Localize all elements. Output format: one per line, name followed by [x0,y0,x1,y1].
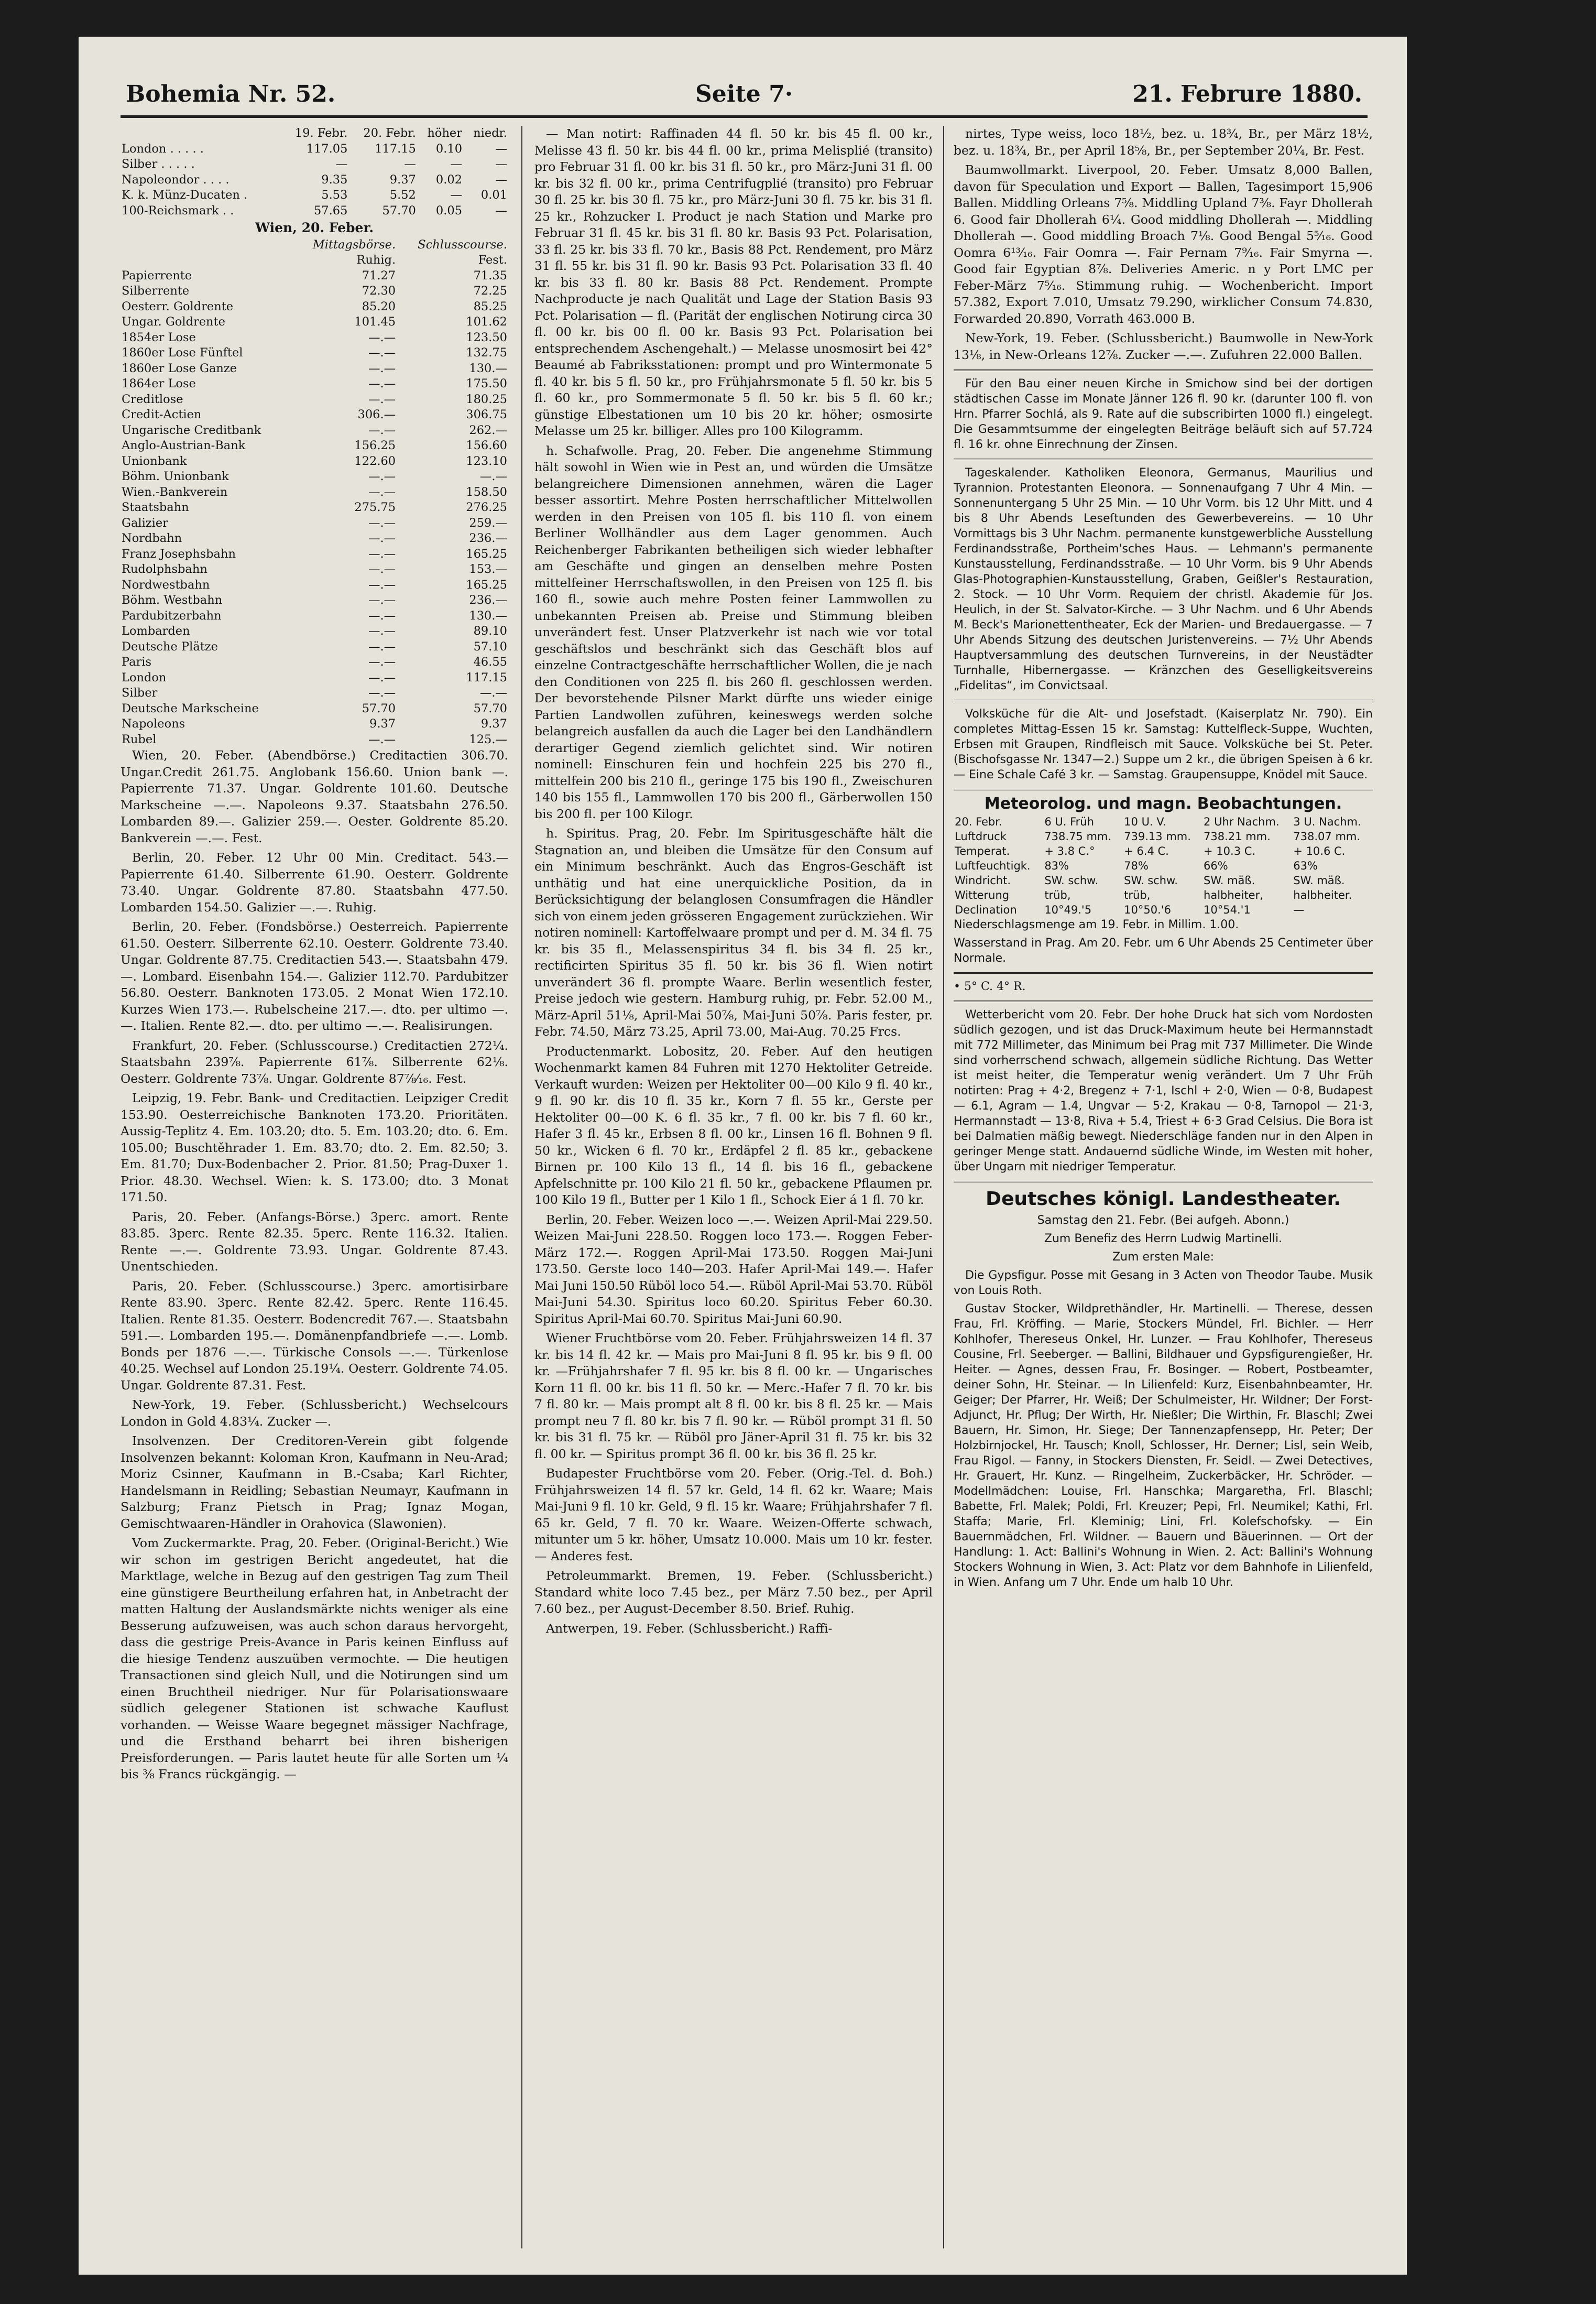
table-cell: — [450,188,463,202]
table-cell: —.— [479,470,507,483]
paragraph: New-York, 19. Feber. (Schlussbericht.) Baumwolle in New-York 13⅛, in New-Orleans 12⅞. Zucker —.—. Zufuhren 22.000 Ballen. [954,331,1373,362]
table-cell: —.— [368,670,396,684]
table-row [121,500,508,516]
table-cell: 57.10 [473,639,507,654]
table-row [121,701,508,717]
paragraph: Paris, 20. Feber. (Anfangs-Börse.) 3perc. amort. Rente 83.85. 3perc. Rente 82.35. 5perc. Rente 116.32. Italien. Rente —.—. Goldrente 73.93. Ungar. Goldrente 87.43. Unentschieden. [121,1209,508,1274]
paragraph: h. Schafwolle. Prag, 20. Feber. Die angenehme Stimmung hält sowohl in Wien wie in Pest an, und würden die Umsätze belangreichere Dimensionen annehmen, wären die Lager besser assortirt. Mehre Posten herrschaftlicher Mittelwollen werden in den Preisen von 105 fl. bis 110 fl. von einem Berliner Wollhändler aus dem Lager genommen. Auch Reichenberger Fabrikanten betheiligen sich wieder lebhafter am Geschäfte und gingen an denselben mehre Posten mittelfeiner Herrschaftswollen, in den Preisen von 125 fl. bis 160 fl., sowie auch mehre Posten feiner Lammwollen zu unbekannten Preisen ab. Preise und Stimmung bleiben unverändert fest. Unser Platzverkehr ist nach wie vor total geschäftslos und beschränkt sich das Geschäft blos auf einzelne Contractgeschäfte herrschaftlicher Wollen, die je nach den Conditionen von 225 fl. bis 260 fl. geschlossen werden. Der bevorstehende Pilsner Markt dürfte uns wieder einige Partien Landwollen zuführen, keineswegs werden solche belangreich ausfallen da auch die Lager bei den Landhändlern derartiger Gegend ziemlich gelichtet sind. Wir notiren nominell: Einschuren fein und hochfein 225 bis 270 fl., mittelfein 200 bis 210 fl., geringe 175 bis 190 fl., Zweischuren 140 bis 155 fl., Lammwollen 170 bis 200 fl., Gärberwollen 150 bis 200 fl. per 100 Kilogr. [534,443,933,821]
calendar-notice: Tageskalender. Katholiken Eleonora, Germanus, Maurilius und Tyrannion. Protestanten Eleonora. — Sonnenaufgang 7 Uhr 4 Min. — Sonnenuntergang 5 Uhr 25 Min. — 10 Uhr Vorm. bis 12 Uhr Mitt. und 4 bis 8 Uhr Abends Leseſtunden des Gewerbevereins. — 10 Uhr Vormittags bis 3 Uhr Nachm. permanente kunstgewerbliche Ausstellung Ferdinandsstraße, Portheim'sches Haus. — Lehmann's permanente Kunstausstellung, Ferdinandsstraße. — 10 Uhr Vorm. bis 9 Uhr Abends Glas-Photographien-Kunstausstellung, Graben, Geißler's Restauration, 2. Stock. — 10 Uhr Vorm. Requiem der christl. Akademie für Jos. Heulich, in der St. Salvator-Kirche. — 3 Uhr Nachm. und 6 Uhr Abends M. Beck's Marionettentheater, Eck der Marien- und Bredauergasse. — 7 Uhr Abends Sitzung des deutschen Juristenvereins. — 7½ Uhr Abends Hauptversammlung des deutschen Turnvereins, in der Neustädter Turnhalle, Hibernergasse. — Kränzchen des Geselligkeitsvereins „Fidelitas“, im Convictsaal. [954,466,1373,692]
table-cell: SW. mäß. [1293,874,1345,887]
section-divider [954,1001,1373,1002]
table-row [954,873,1373,888]
table-cell: halbheiter, [1204,888,1263,901]
table-cell: trüb, [1044,888,1071,901]
table-cell: —.— [368,485,396,499]
paragraph: Productenmarkt. Lobositz, 20. Feber. Auf den heutigen Wochenmarkt kamen 84 Fuhren mit 1270 Hektoliter Getreide. Verkauft wurden: Weizen per Hektoliter 00—00 Kilo 9 fl. 40 kr., 9 fl. 90 kr. dis 10 fl. 35 kr., Korn 7 fl. 55 kr., Gerste per Hektoliter 00—00 K. 6 fl. 35 kr., 7 fl. 00 kr. bis 7 fl. 60 kr., Hafer 3 fl. 45 kr., Erbsen 8 fl. 00 kr., Linsen 16 fl. Bohnen 9 fl. 50 kr., Wicken 6 fl. 70 kr., Erdäpfel 2 fl. 85 kr., gebackene Birnen pr. 100 Kilo 13 fl., 14 fl. bis 16 fl., gebackene Apfelschnitte pr. 100 Kilo 21 fl. 50 kr., gebackene Pflaumen pr. 100 Kilo 19 fl., Butter per 1 Kilo 1 fl., Schock Eier á 1 fl. 70 kr. [534,1044,933,1207]
table-cell: 83% [1044,859,1069,872]
table-cell: 9.37 [389,172,416,187]
wien-exchange-table [121,237,508,748]
table-row [121,485,508,501]
table-cell: 236.— [469,593,507,607]
theatre-programme [954,1213,1373,1590]
paragraph: Leipzig, 19. Febr. Bank- und Creditactien. Leipziger Credit 153.90. Oesterreichische Banknoten 173.20. Prioritäten. Aussig-Teplitz 4. Em. 103.20; dto. 5. Em. 103.20; dto. 6. Em. 105.00; Buschtěhrader 1. Em. 83.70; dto. 2. Em. 82.50; 3. Em. 81.70; Dux-Bodenbacher 2. Prior. 81.50; Prag-Duxer 1. Prior. 48.30. Wechsel. Wien: k. S. 173.00; dto. 3 Monat 171.50. [121,1091,508,1204]
theatre-line: Zum Benefiz des Herrn Ludwig Martinelli. [1044,1232,1283,1245]
paragraph: Budapester Fruchtbörse vom 20. Feber. (Orig.-Tel. d. Boh.) Frühjahrsweizen 14 fl. 57 kr. Geld, 14 fl. 62 kr. Waare; Mais Mai-Juni 9 fl. 10 kr. Geld, 9 fl. 15 kr. Waare; Frühjahrshafer 7 fl. 65 kr. Geld, 7 fl. 70 kr. Waare. Weizen-Offerte schwach, mitunter um 5 kr. höher, Umsatz 10.000. Mais um 10 kr. fester. — Anderes fest. [534,1466,933,1563]
table-cell: 739.13 mm. [1124,830,1191,843]
table-row [121,188,508,203]
table-row [954,858,1373,873]
table-header: 3 U. Nachm. [1293,815,1361,828]
theatre-line: Gustav Stocker, Wildprethändler, Hr. Martinelli. — Therese, dessen Frau, Frl. Kröffing. — Marie, Stockers Mündel, Frl. Bichler. — Herr Kohlhofer, Thereseus Onkel, Hr. Lunzer. — Frau Kohlhofer, Thereseus Cousine, Frl. Seeberger. — Ballini, Bildhauer und Gypsfigurengießer, Hr. Heiter. — Agnes, dessen Frau, Fr. Bosinger. — Robert, Postbeamter, deiner Sohn, Hr. Steinar. — In Lilienfeld: Kurz, Eisenbahnbeamter, Hr. Geiger; Der Pfarrer, Hr. Weiß; Der Schulmeister, Hr. Wildner; Der Forst-Adjunct, Hr. Pflug; Der Wirth, Hr. Nießler; Die Wirthin, Fr. Blaschl; Zwei Bauern, Hr. Simon, Hr. Siege; Der Tannenzapfensepp, Hr. Peter; Der Holzbirnjockel, Hr. Tausch; Knoll, Schlosser, Hr. Derner; Lisl, sein Weib, Frau Rigol. — Fanny, in Stockers Diensten, Fr. Seidl. — Zwei Detectives, Hr. Grauert, Hr. Kunz. — Ringelheim, Zuckerbäcker, Hr. Schröder. — Modellmädchen: Louise, Frl. Hanschka; Margaretha, Frl. Blaschl; Babette, Frl. Malek; Poldi, Frl. Kreuzer; Pepi, Frl. Neumikel; Kathi, Frl. Staffa; Marie, Frl. Kleminig; Lini, Frl. Kolefschofsky. — Ein Bauernmädchen, Frl. Wildner. — Bauern und Bäuerinnen. — Ort der Handlung: 1. Act: Ballini's Wohnung in Wien. 2. Act: Ballini's Wohnung Stockers Wohnung in Wien, 3. Act: Platz vor dem Bahnhofe in Lilienfeld, in Wien. Anfang um 7 Uhr. Ende um halb 10 Uhr. [954,1302,1373,1589]
article-text [954,126,1373,363]
paragraph: Antwerpen, 19. Feber. (Schlussbericht.) Raffi- [546,1621,833,1636]
table-cell: 132.75 [466,346,507,360]
table-cell: 175.50 [466,377,507,390]
table-cell: 78% [1124,859,1149,872]
table-cell: —.— [368,686,396,700]
article-text [121,747,508,1783]
paragraph: Paris, 20. Feber. (Schlusscourse.) 3perc. amortisirbare Rente 83.90. 3perc. Rente 82.42. 5perc. Rente 116.45. Italien. Rente 81.35. Oesterr. Bodencredit 767.—. Staatsbahn 591.—. Lombarden 195.—. Domänenpfandbriefe —.—. Lomb. Bonds per 1876 —.—. Türkische Consols —.—. Türkenlose 40.25. Wechsel auf London 25.19¼. Oesterr. Goldrente 74.05. Ungar. Goldrente 87.31. Fest. [121,1278,508,1393]
table-cell: Luftdruck [955,830,1007,843]
table-row [121,284,508,299]
table-cell: Ungar. Goldrente [122,315,225,329]
table-cell: 57.70 [382,203,416,218]
table-cell: 262.— [469,423,507,437]
table-cell: 0.02 [435,172,463,187]
table-header: Mittagsbörse. [312,237,396,252]
table-cell: 1854er Lose [122,330,196,344]
table-cell: 123.50 [466,330,507,344]
table-cell: 165.25 [466,547,507,561]
table-cell: —.— [368,655,396,669]
table-row [121,454,508,470]
table-cell: 72.25 [473,284,507,298]
table-cell: Silberrente [122,284,190,298]
table-cell: 125.— [469,732,507,746]
table-header: 10 U. V. [1124,815,1166,828]
table-cell: Böhm. Unionbank [122,470,229,483]
table-row [121,547,508,562]
theatre-line: Samstag den 21. Febr. (Bei aufgeh. Abonn.) [1037,1213,1289,1227]
table-cell: 63% [1293,859,1318,872]
table-row [121,423,508,439]
table-cell: — [495,203,507,218]
table-row [121,330,508,346]
table-cell: 10°49.'5 [1044,903,1092,916]
table-cell: 57.65 [313,203,348,218]
table-row [121,268,508,284]
section-divider [954,1181,1373,1182]
paragraph: h. Spiritus. Prag, 20. Febr. Im Spiritusgeschäfte hält die Stagnation an, und bleiben die Umsätze für den Consum auf ein Minimum beschränkt. Auch das Engros-Geschäft ist unthätig und hat eine unerquickliche Position, da in Berücksichtigung der belanglosen Consumfragen die Händler sich von einem jeden grösseren Engagement zurückziehen. Wir notiren nominell: Kartoffelwaare prompt und per d. M. 34 fl. 75 kr. bis 35 fl., Melassenspiritus 34 fl. bis 34 fl. 25 kr., rectificirten Spiritus 35 fl. 50 kr. bis 36 fl. Wien notirt unverändert 36 fl. prompte Waare. Berlin wesentlich fester, Preise jedoch wie gestern. Hamburg ruhig, pr. Febr. 52.00 M., März-April 51⅛, April-Mai 50⅞, Mai-Juni 50⅞. Paris fester, pr. Febr. 74.50, März 73.25, April 73.00, Mai-Aug. 70.25 Frcs. [534,826,933,1039]
table-header: niedr. [473,126,507,140]
table-cell: 9.37 [369,717,396,731]
table-cell: — [1293,903,1305,916]
soup-kitchen-notice: Volksküche für die Alt- und Josefstadt. (Kaiserplatz Nr. 790). Ein completes Mittag-Essen 15 kr. Samstag: Kuttelfleck-Suppe, Wuchten, Erbsen mit Graupen, Rindfleisch mit Sauce. Volksküche bei St. Peter. (Bischofsgasse Nr. 1347—2.) Suppe um 2 kr., die übrigen Speisen à 6 kr. — Eine Schale Café 3 kr. — Samstag. Graupensuppe, Knödel mit Sauce. [954,708,1373,781]
table-row [121,562,508,578]
table-cell: 0.05 [435,203,463,218]
table-cell: Staatsbahn [122,501,189,514]
table-cell: 89.10 [473,624,507,638]
weather-section-title: Meteorolog. und magn. Beobachtungen. [984,795,1342,813]
table-cell: 1860er Lose Ganze [122,361,237,375]
table-cell: —.— [368,593,396,607]
weather-note: Niederschlagsmenge am 19. Febr. in Millim. 1.00. [954,918,1239,931]
table-cell: Temperat. [955,844,1010,857]
table-cell: 5.52 [389,188,416,202]
table-cell: —.— [368,639,396,654]
column-divider [521,126,522,2248]
table-cell: —.— [368,547,396,561]
table-cell: Nordwestbahn [122,578,210,592]
table-cell: 5.53 [321,188,348,202]
paragraph: Berlin, 20. Feber. Weizen loco —.—. Weizen April-Mai 229.50. Weizen Mai-Juni 228.50. Roggen loco 173.—. Roggen Feber-März 172.—. Roggen April-Mai 173.50. Roggen Mai-Juni 173.50. Gerste loco 140—203. Hafer April-Mai 149.—. Hafer Mai Juni 150.50 Rüböl loco 54.—. Rüböl April-Mai 53.70. Rüböl Mai-Juni 54.30. Spiritus loco 60.20. Spiritus Feber 60.30. Spiritus April-Mai 60.70. Spiritus Mai-Juni 60.90. [534,1212,933,1326]
table-cell: 101.62 [466,315,507,329]
table-cell: 158.50 [466,485,507,499]
exchange-rate-table [121,126,508,219]
table-row [121,361,508,377]
table-header: 2 Uhr Nachm. [1204,815,1280,828]
table-cell: trüb, [1124,888,1151,901]
table-cell: Oesterr. Goldrente [122,299,234,313]
table-row [121,203,508,219]
table-cell: 156.60 [466,439,507,452]
table-row [954,888,1373,903]
table-cell: Nordbahn [122,531,182,545]
newspaper-page [79,37,1407,2275]
table-cell: Böhm. Westbahn [122,593,223,607]
table-cell: Declination [955,903,1017,916]
table-cell: halbheiter. [1293,888,1352,901]
table-cell: 101.45 [354,315,396,329]
table-cell: 85.25 [473,299,507,313]
table-row [121,608,508,624]
table-cell: 117.15 [375,142,416,156]
table-row [121,578,508,593]
table-cell: 10°54.'1 [1204,903,1251,916]
weather-note: • 5° C. 4° R. [954,980,1026,993]
section-divider [954,369,1373,371]
section-divider [954,789,1373,790]
page-number: Seite 7· [695,81,793,107]
table-cell: 85.20 [362,299,396,313]
table-cell: —.— [368,470,396,483]
section-divider [954,972,1373,974]
column-divider [943,126,944,2248]
table-cell: Silber [122,686,158,700]
table-cell: + 3.8 C.° [1044,844,1095,857]
paragraph: Berlin, 20. Feber. (Fondsbörse.) Oesterreich. Papierrente 61.50. Oesterr. Silberrente 62.10. Oesterr. Goldrente 73.40. Ungar. Goldrente 87.75. Creditactien 543.—. Staatsbahn 479.—. Lombard. Eisenbahn 154.—. Galizier 112.70. Pardubitzer 56.80. Oesterr. Banknoten 173.05. 2 Monat Wien 172.10. Kurzes Wien 173.—. Rubelscheine 217.—. dto. per ultimo —.—. Italien. Rente 82.—. dto. per ultimo —.—. Realisirungen. [121,919,508,1033]
table-cell: 10°50.'6 [1124,903,1171,916]
table-header: höher [427,126,463,140]
paragraph: Baumwollmarkt. Liverpool, 20. Feber. Umsatz 8,000 Ballen, davon für Speculation und Export — Ballen, Tagesimport 15,906 Ballen. Middling Orleans 7⅝. Middling Upland 7⅜. Fayr Dhollerah 6. Good fair Dhollerah 6¼. Good middling Dhollerah —. Middling Dhollerah —. Good middling Broach 7⅛. Good Bengal 5⁵⁄₁₆. Good Oomra 6¹³⁄₁₆. Fair Oomra —. Fair Pernam 7⁹⁄₁₆. Fair Smyrna —. Good fair Egyptian 8⅞. Deliveries Americ. n y Port LMC per Feber-März 7⁵⁄₁₆. Stimmung ruhig. — Wochenbericht. Import 57.382, Export 7.010, Umsatz 79.290, wirklicher Consum 74.830, Forwarded 20.890, Vorrath 463.000 B. [954,162,1373,326]
table-row [121,624,508,639]
table-cell: —.— [479,686,507,700]
table-cell: —.— [368,392,396,406]
table-row [121,407,508,423]
paragraph: Petroleummarkt. Bremen, 19. Feber. (Schlussbericht.) Standard white loco 7.45 bez., per März 7.50 bez., per April 7.60 bez., per August-December 8.50. Brief. Ruhig. [534,1568,933,1616]
church-notice: Für den Bau einer neuen Kirche in Smichow sind bei der dortigen städtischen Casse im Monate Jänner 126 fl. 90 kr. (darunter 100 fl. von Hrn. Pfarrer Sochlá, als 9. Rate auf die subscribirten 1000 fl.) eingelegt. Die Gesammtsumme der eingelegten Beiträge beläuft sich auf 57.724 fl. 16 kr. ohne Einrechnung der Zinsen. [954,377,1373,451]
table-cell: Rudolphsbahn [122,562,207,576]
table-row [121,345,508,361]
table-cell: Galizier [122,516,168,530]
table-cell: 117.15 [466,670,507,684]
table-cell: 123.10 [466,454,507,468]
table-cell: — [495,157,507,171]
table-row [954,903,1373,917]
paragraph: Wiener Fruchtbörse vom 20. Feber. Frühjahrsweizen 14 fl. 37 kr. bis 14 fl. 42 kr. — Mais pro Mai-Juni 8 fl. 95 kr. bis 9 fl. 00 kr. —Frühjahrshafer 7 fl. 95 kr. bis 8 fl. 00 kr. — Ungarisches Korn 11 fl. 00 kr. bis 11 fl. 50 kr. — Merc.-Hafer 7 fl. 70 kr. bis 7 fl. 80 kr. — Mais prompt alt 8 fl. 00 kr. bis 8 fl. 25 kr. — Mais prompt neu 7 fl. 80 kr. bis 7 fl. 90 kr. — Rüböl prompt 31 fl. 50 kr. bis 31 fl. 75 kr. — Rüböl pro Jäner-April 31 fl. 75 kr. bis 32 fl. 00 kr. — Spiritus prompt 36 fl. 00 kr. bis 36 fl. 25 kr. [534,1331,933,1461]
table-cell: Anglo-Austrian-Bank [122,439,246,452]
table-row [121,670,508,686]
table-row [121,376,508,392]
theatre-line: Die Gypsfigur. Posse mit Gesang in 3 Acten von Theodor Taube. Musik von Louis Roth. [954,1268,1373,1297]
table-cell: Wien.-Bankverein [122,485,228,499]
table-cell: 156.25 [354,439,396,452]
page-header [121,79,1368,118]
table-cell: 72.30 [362,284,396,298]
weather-note: Wasserstand in Prag. Am 20. Febr. um 6 Uhr Abends 25 Centimeter über Normale. [954,936,1373,965]
table-cell: 9.35 [321,172,348,187]
table-cell: 165.25 [466,578,507,592]
table-cell: —.— [368,562,396,576]
table-cell: London [122,670,167,684]
paragraph: — Man notirt: Raffinaden 44 fl. 50 kr. bis 45 fl. 00 kr., Melisse 43 fl. 50 kr. bis 44 fl. 00 kr., prima Melisplié (transito) pro Februar 31 fl. 00 kr. bis 31 fl. 50 kr., pro März-Juni 31 fl. 00 kr. bis 32 fl. 00 kr., prima Centrifugplié (transito) pro Februar 30 fl. 25 kr. bis 30 fl. 75 kr., pro März-Juni 30 fl. 75 kr. bis 31 fl. 25 kr., Rohzucker I. Product je nach Station und Marke pro Februar 31 fl. 45 kr. bis 31 fl. 80 kr. Basis 93 Pct. Polarisation, 33 fl. 25 kr. bis 33 fl. 70 kr., Basis 88 Pct. Rendement, pro März 31 fl. 55 kr. bis 31 fl. 90 kr. Basis 93 Pct. Polarisation 33 fl. 40 kr. bis 33 fl. 80 kr. Basis 88 Pct. Rendement. Prompte Nachproducte je nach Qualität und Lage der Station Basis 93 Pct. Polarisation — fl. (Parität der englischen Notirung circa 30 fl. 00 kr. bis 00 fl. 00 kr. Basis 93 Pct. Polarisation bei entsprechendem Aschengehalt.) — Melasse unosmosirt bei 42° Beaumé ab Fabriksstationen: prompt und pro Wintermonate 5 fl. 40 kr. bis 5 fl. 50 kr., pro Frühjahrsmonate 5 fl. 50 kr. bis 5 fl. 60 kr., pro Sommermonate 5 fl. 50 kr. bis 5 fl. 60 kr.; günstige Elbestationen um 10 bis 20 kr. höher; osmosirte Melasse um 25 kr. billiger. Alles pro 100 Kilogramm. [534,126,933,438]
table-cell: 9.37 [480,717,507,731]
table-row [121,142,508,157]
table-cell: Napoleons [122,717,185,731]
table-cell: 738.07 mm. [1293,830,1361,843]
paragraph: Berlin, 20. Feber. 12 Uhr 00 Min. Creditact. 543.— Papierrente 61.40. Silberrente 61.90. Oesterr. Goldrente 73.40. Ungar. Goldrente 87.80. Staatsbahn 477.50. Lombarden 154.50. Galizier —.—. Ruhig. [121,850,508,915]
table-cell: — [450,157,463,171]
table-cell: 71.35 [473,268,507,282]
weather-report: Wetterbericht vom 20. Febr. Der hohe Druck hat sich vom Nordosten südlich gezogen, und ist das Druck-Maximum heute bei Hermannstadt mit 772 Millimeter, das Minimum bei Prag mit 737 Millimeter. Die Winde sind vorherrschend schwach, allgemein südliche Richtung. Das Wetter ist meist heiter, die Temperatur wenig verändert. Um 7 Uhr Früh notirten: Prag + 4·2, Bregenz + 7·1, Ischl + 2·0, Wien — 0·8, Budapest — 6.1, Agram — 1.4, Ungvar — 5·2, Krakau — 0·8, Tarnopol — 21·3, Hermannstadt — 13·8, Riva + 5.4, Triest + 6·3 Grad Celsius. Die Bora ist bei Dalmatien mäßig bewegt. Niederschläge fanden nur in den Alpen in geringer Menge statt. Andauernd südliche Winde, im Westen mit hoher, über Ungarn mit niedriger Temperatur. [954,1008,1373,1173]
issue-date: 21. Februre 1880. [1132,81,1362,107]
table-cell: 1864er Lose [122,377,196,390]
table-header: 19. Febr. [294,126,348,140]
table-row [121,314,508,330]
table-row [121,732,508,748]
table-header: Fest. [478,253,507,267]
table-row [121,392,508,408]
table-cell: 130.— [469,361,507,375]
table-cell: 738.75 mm. [1044,830,1112,843]
table-cell: + 10.6 C. [1293,844,1346,857]
table-cell: 306.75 [466,408,507,421]
table-cell: 66% [1204,859,1228,872]
table-cell: 117.05 [306,142,348,156]
table-cell: Witterung [955,888,1010,901]
table-row [121,438,508,454]
table-row [121,716,508,732]
table-header: 20. Febr. [363,126,416,140]
table-cell: Napoleondor . . . . [122,172,229,187]
table-cell: —.— [368,377,396,390]
table-header: 20. Febr. [955,815,1002,828]
table-cell: Credit-Actien [122,408,202,421]
table-cell: 180.25 [466,392,507,406]
table-cell: —.— [368,578,396,592]
table-cell: 0.01 [480,188,507,202]
section-divider [954,459,1373,460]
table-cell: + 6.4 C. [1124,844,1169,857]
table-cell: — [495,172,507,187]
theatre-title: Deutsches königl. Landestheater. [986,1188,1341,1210]
paragraph: Frankfurt, 20. Feber. (Schlusscourse.) Creditactien 272¼. Staatsbahn 239⅞. Papierrente 61⅞. Silberrente 62⅛. Oesterr. Goldrente 73⅞. Ungar. Goldrente 87⅞⁄₁₆. Fest. [121,1038,508,1086]
table-cell: Unionbank [122,454,187,468]
table-cell: Lombarden [122,624,190,638]
table-cell: —.— [368,423,396,437]
table-cell: 236.— [469,531,507,545]
table-cell: 71.27 [362,268,396,282]
paragraph: Wien, 20. Feber. (Abendbörse.) Creditactien 306.70. Ungar.Credit 261.75. Anglobank 156.60. Union bank —. Papierrente 71.37. Ungar. Goldrente 101.60. Deutsche Markscheine —.—. Napoleons 9.37. Staatsbahn 276.50. Lombarden 89.—. Galizier 259.—. Oester. Goldrente 85.20. Bankverein —.—. Fest. [121,748,508,845]
table-cell: 122.60 [354,454,396,468]
table-row [121,655,508,670]
paragraph: Insolvenzen. Der Creditoren-Verein gibt folgende Insolvenzen bekannt: Koloman Kron, Kaufmann in Neu-Arad; Moriz Csinner, Kaufmann in B.-Csaba; Karl Richter, Handelsmann in Reidling; Sebastian Neumayr, Kaufmann in Salzburg; Franz Pietsch in Prag; Ignaz Mogan, Gemischtwaaren-Händler in Orahovica (Slawonien). [121,1433,508,1531]
table-header: 6 U. Früh [1044,815,1094,828]
table-cell: —.— [368,732,396,746]
table-cell: 100-Reichsmark . . [122,203,234,218]
theatre-line: Zum ersten Male: [1112,1250,1215,1264]
table-cell: 306.— [357,408,396,421]
table-cell: K. k. Münz-Ducaten . [122,188,248,202]
table-cell: London . . . . . [122,142,204,156]
table-cell: Franz Josephsbahn [122,547,236,561]
table-row [954,844,1373,858]
table-cell: Ungarische Creditbank [122,423,261,437]
table-cell: —.— [368,624,396,638]
section-title: Wien, 20. Feber. [255,220,374,235]
table-row [121,639,508,655]
table-cell: + 10.3 C. [1204,844,1256,857]
table-cell: Windricht. [955,874,1011,887]
table-cell: Silber . . . . . [122,157,195,171]
column-2 [534,126,933,2248]
table-row [121,531,508,547]
table-cell: Paris [122,655,152,669]
article-text [534,126,933,1637]
table-cell: 57.70 [473,701,507,715]
weather-table [954,814,1373,917]
table-cell: Creditlose [122,392,183,406]
table-row [121,172,508,188]
table-cell: —.— [368,330,396,344]
column-1 [121,126,508,2248]
table-cell: Deutsche Plätze [122,639,218,654]
masthead-title: Bohemia Nr. 52. [126,81,336,107]
table-cell: 57.70 [362,701,396,715]
table-cell: SW. schw. [1124,874,1178,887]
table-cell: Deutsche Markscheine [122,701,259,715]
table-cell: SW. schw. [1044,874,1099,887]
table-row [121,516,508,531]
paragraph: Vom Zuckermarkte. Prag, 20. Feber. (Original-Bericht.) Wie wir schon im gestrigen Bericht angedeutet, hat die Marktlage, welche in Bezug auf den gestrigen Tag zum Theil eine günstigere Beurtheilung erfahren hat, in Anbetracht der matten Haltung der Auslandsmärkte nichts weniger als eine Besserung aufzuweisen, was auch schon daraus hervorgeht, dass die gestrige Preis-Avance in Paris keinen Einfluss auf die hiesige Tendenz auszuüben vermochte. — Die heutigen Transactionen sind gleich Null, und die Notirungen sind um einen Bruchtheil niedriger. Nur für Polarisationswaare südlich gelegener Stationen ist schwache Kauflust vorhanden. — Weisse Waare begegnet mässiger Nachfrage, und die Ersthand beharrt bei ihren bisherigen Preisforderungen. — Paris lautet heute für alle Sorten um ¼ bis ⅜ Francs rückgängig. — [121,1536,508,1781]
table-row [954,829,1373,844]
table-cell: —.— [368,531,396,545]
paragraph: New-York, 19. Feber. (Schlussbericht.) Wechselcours London in Gold 4.83¼. Zucker —. [121,1397,508,1429]
table-cell: 276.25 [466,501,507,514]
table-header: Ruhig. [356,253,396,267]
table-cell: 738.21 mm. [1204,830,1271,843]
table-row [121,469,508,485]
table-cell: —.— [368,516,396,530]
table-cell: Rubel [122,732,157,746]
table-header: Schlusscourse. [418,237,507,252]
table-cell: Pardubitzerbahn [122,608,222,623]
table-cell: 0.10 [435,142,463,156]
table-cell: — [335,157,348,171]
table-cell: 275.75 [354,501,396,514]
table-cell: Luftfeuchtigk. [955,859,1031,872]
table-cell: 1860er Lose Fünftel [122,346,243,360]
table-cell: SW. mäß. [1204,874,1255,887]
table-cell: — [495,142,507,156]
table-cell: 259.— [469,516,507,530]
table-row [121,157,508,172]
table-cell: 130.— [469,608,507,623]
table-row [121,593,508,608]
table-cell: Papierrente [122,268,192,282]
table-cell: 46.55 [473,655,507,669]
table-row [121,299,508,315]
column-3 [954,126,1373,2248]
table-cell: —.— [368,346,396,360]
table-row [121,686,508,701]
table-cell: —.— [368,361,396,375]
paragraph: nirtes, Type weiss, loco 18½, bez. u. 18¾, Br., per März 18½, bez. u. 18¾, Br., per April 18⅝, Br., per September 20¼, Br. Fest. [954,126,1373,158]
section-divider [954,700,1373,701]
table-cell: — [404,157,416,171]
table-cell: —.— [368,608,396,623]
table-cell: 153.— [469,562,507,576]
